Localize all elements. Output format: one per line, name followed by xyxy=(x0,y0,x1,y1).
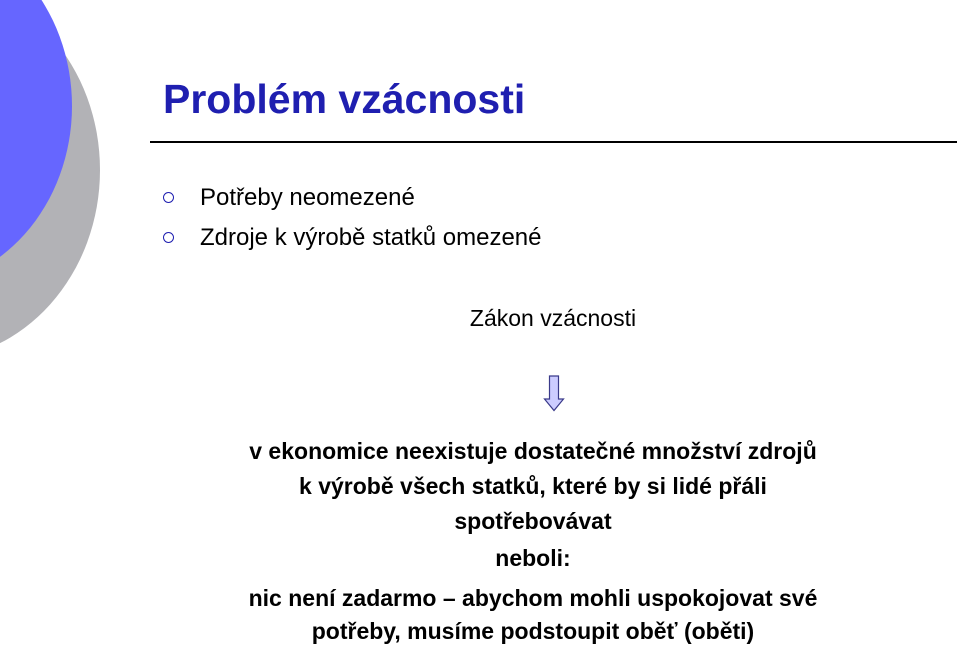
bullet-circle-icon xyxy=(163,232,174,243)
bullet-text: Zdroje k výrobě statků omezené xyxy=(200,224,542,251)
law-title: Zákon vzácnosti xyxy=(469,305,637,331)
bullet-text: Potřeby neomezené xyxy=(200,184,415,211)
conclusion-line: nic není zadarmo – abychom mohli uspokojovat své xyxy=(248,585,818,611)
down-arrow-icon xyxy=(543,375,565,412)
scarcity-statement xyxy=(148,434,918,648)
statement-line: v ekonomice neexistuje dostatečné množství zdrojů xyxy=(249,438,817,464)
statement-line: spotřebovávat xyxy=(454,508,612,534)
conclusion-text xyxy=(148,582,918,648)
conclusion-line: potřeby, musíme podstoupit oběť (oběti) xyxy=(311,618,755,644)
neboli-label: neboli: xyxy=(495,545,571,571)
statement-line: k výrobě všech statků, které by si lidé přáli xyxy=(299,473,767,499)
bullet-circle-icon xyxy=(163,192,174,203)
slide-title: Problém vzácnosti xyxy=(163,76,526,122)
title-divider xyxy=(150,141,957,143)
